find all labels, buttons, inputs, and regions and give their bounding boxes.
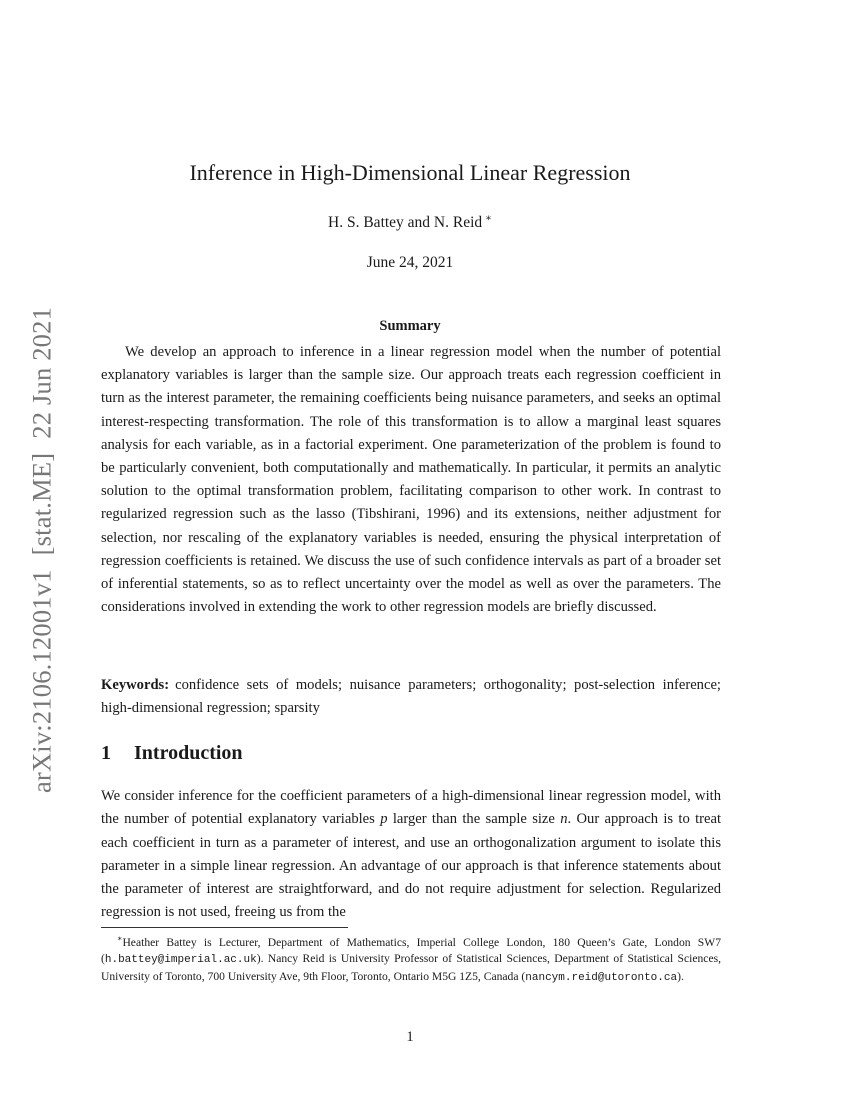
section-number: 1 — [101, 742, 111, 764]
section-title: Introduction — [134, 742, 243, 764]
arxiv-id: arXiv:2106.12001v1 — [26, 569, 57, 794]
email-battey[interactable]: h.battey@imperial.ac.uk — [104, 954, 257, 967]
variable-p: p — [380, 811, 388, 828]
paper-date: June 24, 2021 — [366, 254, 454, 271]
footnote-text-2: ). Nancy Reid is University Professor of Statistical Sciences, Department of Statistical Sciences, University of Toronto, 700 University Ave, 9th Floor, Toronto, Ontario M5G 1Z5, Canada ( — [101, 952, 721, 984]
footnote-text-1: Heather Battey is Lecturer, Department of Mathematics, Imperial College London, 180 Queen’s Gate, London SW7 ( — [101, 935, 721, 966]
summary-body: We develop an approach to inference in a linear regression model when the number of potential explanatory variables is larger than the sample size. Our approach treats each regression coefficient in turn as the interest parameter, the remaining coefficients being nuisance parameters, and seeks an optimal interest-respecting transformation. The role of this transformation is to allow a marginal least squares analysis for each variable, as in a factorial experiment. One parameterization of the problem is found to be particularly convenient, both computationally and mathematically. In particular, it permits an analytic solution to the optimal transformation problem, facilitating comparison to other work. In contrast to regularized regression such as the lasso (Tibshirani, 1996) and its extensions, neither adjustment for selection, nor rescaling of the explanatory variables is needed, ensuring the physical interpretation of regression coefficients is retained. We discuss the use of such confidence intervals as part of a broader set of inferential statements, so as to reflect uncertainty over the model as well as over the parameters. The considerations involved in extending the work to other regression models are briefly discussed. — [101, 344, 721, 616]
keywords — [101, 674, 721, 720]
paper-title: Inference in High-Dimensional Linear Regression — [189, 160, 631, 185]
author-footnote-marker[interactable]: ∗ — [485, 213, 492, 224]
intro-text-1: We consider inference for the coefficient parameters of a high-dimensional linear regression model, with the number of potential explanatory variables — [101, 788, 721, 828]
intro-text-3: . Our approach is to treat each coefficient in turn as a parameter of interest, and use an orthogonalization argument to isolate this parameter in a simple linear regression. An advantage of our approach is that inference statements about the parameter of interest are straightforward, and do not require adjustment for selection. Regularized regression is not used, freeing us from the — [101, 811, 722, 921]
introduction-paragraph — [101, 785, 721, 925]
section-heading-introduction — [101, 742, 243, 765]
author-footnote — [101, 931, 721, 987]
intro-text-2: larger than the sample size — [392, 811, 555, 828]
variable-n: n — [560, 811, 568, 828]
footnote-rule — [101, 927, 348, 928]
arxiv-category: [stat.ME] — [26, 452, 57, 556]
paper-authors — [0, 213, 820, 232]
email-reid[interactable]: nancym.reid@utoronto.ca — [525, 972, 678, 985]
author-names: H. S. Battey and N. Reid — [328, 214, 483, 232]
arxiv-date: 22 Jun 2021 — [26, 306, 57, 439]
keywords-text: confidence sets of models; nuisance parameters; orthogonality; post-selection inference; high-dimensional regression; sparsity — [101, 677, 721, 716]
page-number: 1 — [406, 1029, 414, 1045]
arxiv-sidebar-stamp — [27, 307, 58, 793]
footnote-text-3: ). — [677, 970, 684, 984]
summary-heading: Summary — [379, 318, 441, 334]
footnote-marker: ∗ — [117, 934, 123, 943]
keywords-label: Keywords: — [101, 677, 170, 693]
